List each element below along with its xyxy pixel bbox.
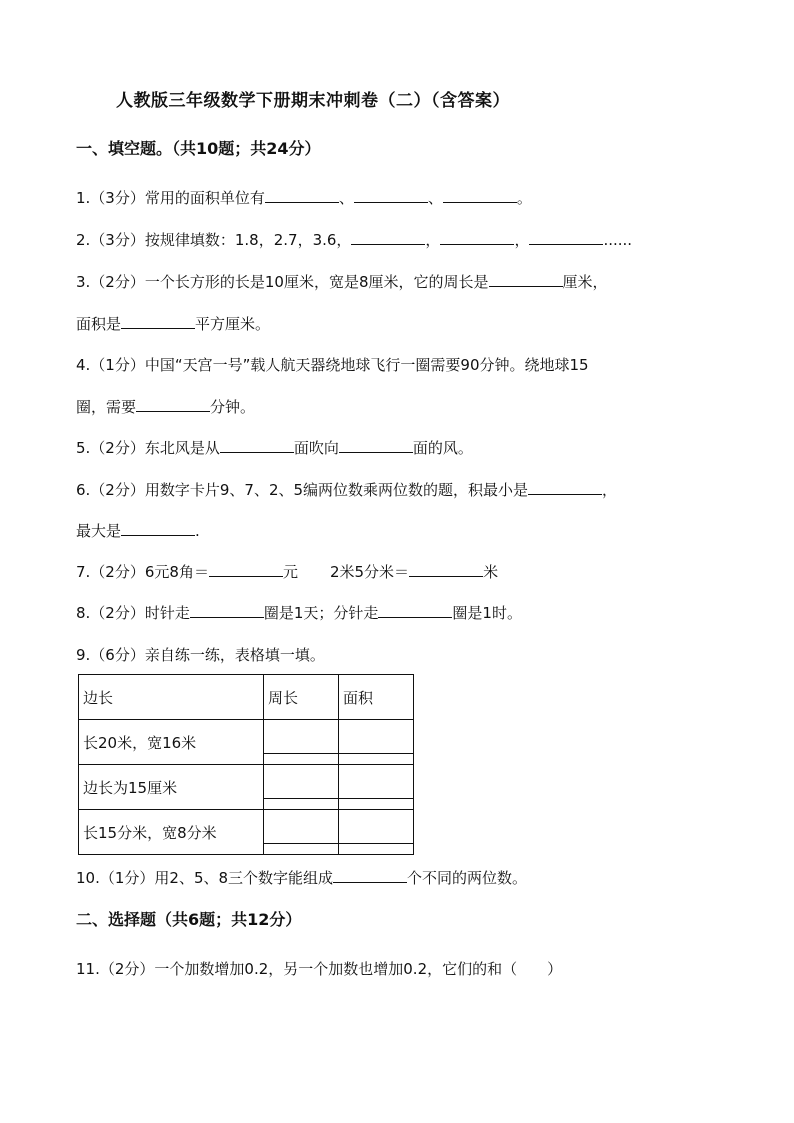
- answer-blank[interactable]: [351, 230, 425, 245]
- question-10: 10.（1分）用2、5、8三个数字能组成 个不同的两位数。: [76, 869, 528, 887]
- question-8: 8.（2分）时针走 圈是1天；分针走 圈是1时。: [76, 604, 522, 622]
- answer-blank[interactable]: [354, 188, 428, 203]
- answer-blank[interactable]: [339, 438, 413, 453]
- question-11: 11.（2分）一个加数增加0.2，另一个加数也增加0.2，它们的和（ ）: [76, 960, 563, 978]
- answer-blank[interactable]: [378, 603, 452, 618]
- question-9: 9.（6分）亲自练一练，表格填一填。: [76, 646, 325, 664]
- question-5: 5.（2分）东北风是从 面吹向 面的风。: [76, 439, 473, 457]
- answer-blank[interactable]: [409, 562, 483, 577]
- answer-blank[interactable]: [528, 480, 602, 495]
- question-7: 7.（2分）6元8角＝ 元 2米5分米＝ 米: [76, 563, 499, 581]
- table-header-cell: 周长: [264, 675, 339, 720]
- section-heading-fill-in: 一、填空题。（共10题；共24分）: [76, 139, 321, 158]
- answer-blank-cell[interactable]: [264, 810, 339, 855]
- answer-blank-cell[interactable]: [264, 720, 339, 765]
- question-6-line-2: 最大是 .: [76, 522, 200, 540]
- answer-blank[interactable]: [209, 562, 283, 577]
- table-cell: 长15分米，宽8分米: [79, 810, 264, 855]
- section-heading-multiple-choice: 二、选择题（共6题；共12分）: [76, 910, 302, 929]
- question-2: 2.（3分）按规律填数：1.8，2.7，3.6， ， ， ......: [76, 231, 633, 249]
- answer-blank[interactable]: [190, 603, 264, 618]
- table-cell: 边长为15厘米: [79, 765, 264, 810]
- question-6-line-1: 6.（2分）用数字卡片9、7、2、5编两位数乘两位数的题，积最小是 ，: [76, 481, 618, 499]
- page-title: 人教版三年级数学下册期末冲刺卷（二）（含答案）: [116, 91, 510, 111]
- question-3-line-1: 3.（2分）一个长方形的长是10厘米，宽是8厘米，它的周长是 厘米，: [76, 273, 608, 291]
- answer-blank[interactable]: [333, 868, 407, 883]
- table-header-cell: 边长: [79, 675, 264, 720]
- answer-blank[interactable]: [121, 521, 195, 536]
- table-header-row: [79, 675, 414, 720]
- answer-blank[interactable]: [443, 188, 517, 203]
- question-3-line-2: 面积是 平方厘米。: [76, 315, 271, 333]
- answer-blank[interactable]: [220, 438, 294, 453]
- answer-blank[interactable]: [489, 272, 563, 287]
- answer-blank-cell[interactable]: [339, 720, 414, 765]
- question-1: 1.（3分）常用的面积单位有 、 、 。: [76, 189, 532, 207]
- answer-blank[interactable]: [529, 230, 603, 245]
- answer-blank[interactable]: [440, 230, 514, 245]
- table-cell: 长20米，宽16米: [79, 720, 264, 765]
- question-4-line-2: 圈，需要 分钟。: [76, 398, 256, 416]
- answer-blank-cell[interactable]: [339, 810, 414, 855]
- answer-table: [78, 674, 414, 855]
- question-4-line-1: 4.（1分）中国“天宫一号”载人航天器绕地球飞行一圈需要90分钟。绕地球15: [76, 356, 589, 374]
- table-row: [79, 765, 414, 810]
- table-row: [79, 810, 414, 855]
- answer-blank[interactable]: [121, 314, 195, 329]
- table-header-cell: 面积: [339, 675, 414, 720]
- answer-blank-cell[interactable]: [339, 765, 414, 810]
- answer-blank[interactable]: [265, 188, 339, 203]
- answer-blank-cell[interactable]: [264, 765, 339, 810]
- table-row: [79, 720, 414, 765]
- answer-blank[interactable]: [136, 397, 210, 412]
